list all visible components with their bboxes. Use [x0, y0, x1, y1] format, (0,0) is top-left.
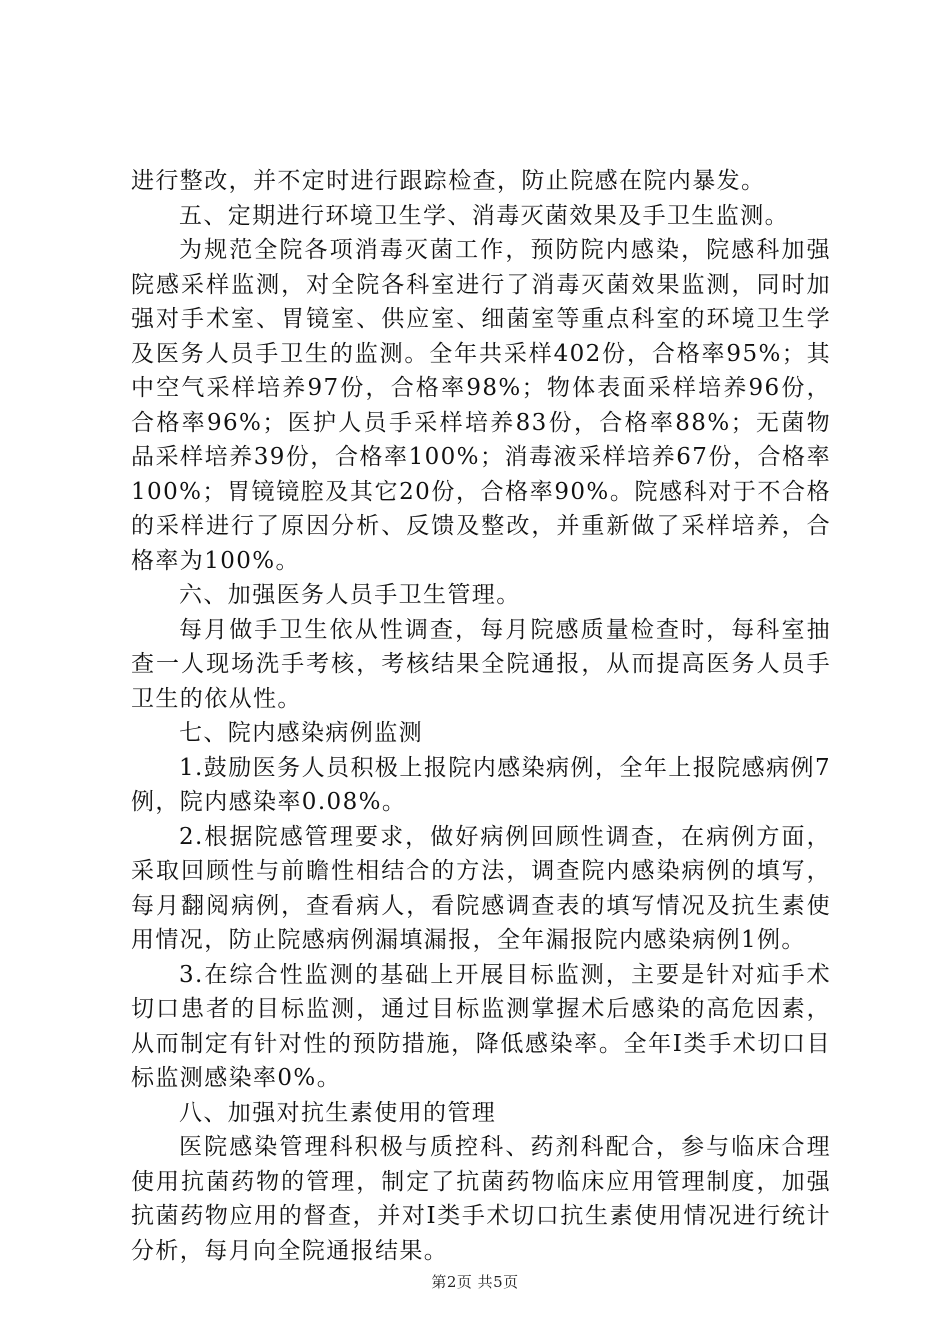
paragraph-antibiotics: 医院感染管理科积极与质控科、药剂科配合，参与临床合理使用抗菌药物的管理，制定了抗菌药物临床应用管理制度，加强抗菌药物应用的督查，并对Ⅰ类手术切口抗生素使用情况进行统计分析，每月向全院通报结果。	[131, 1134, 831, 1264]
section-heading-5: 五、定期进行环境卫生学、消毒灭菌效果及手卫生监测。	[179, 202, 789, 229]
paragraph-sampling-monitoring: 为规范全院各项消毒灭菌工作，预防院内感染，院感科加强院感采样监测，对全院各科室进行了消毒灭菌效果监测，同时加强对手术室、胃镜室、供应室、细菌室等重点科室的环境卫生学及医务人员手卫生的监测。全年共采样402份，合格率95%；其中空气采样培养97份，合格率98%；物体表面采样培养96份，合格率96%；医护人员手采样培养83份，合格率88%；无菌物品采样培养39份，合格率100%；消毒液采样培养67份，合格率100%；胃镜镜腔及其它20份，合格率90%。院感科对于不合格的采样进行了原因分析、反馈及整改，并重新做了采样培养，合格率为100%。	[131, 237, 831, 574]
page-number-footer: 第2页 共5页	[431, 1273, 519, 1291]
paragraph-continuation: 进行整改，并不定时进行跟踪检查，防止院感在院内暴发。	[131, 168, 766, 194]
document-body	[131, 164, 831, 1268]
paragraph-hand-hygiene: 每月做手卫生依从性调查，每月院感质量检查时，每科室抽查一人现场洗手考核，考核结果全院通报，从而提高医务人员手卫生的依从性。	[131, 616, 831, 712]
paragraph-item-2: 2.根据院感管理要求，做好病例回顾性调查，在病例方面，采取回顾性与前瞻性相结合的方法，调查院内感染病例的填写，每月翻阅病例，查看病人，看院感调查表的填写情况及抗生素使用情况，防止院感病例漏填漏报，全年漏报院内感染病例1例。	[131, 823, 831, 953]
section-heading-8: 八、加强对抗生素使用的管理	[179, 1099, 497, 1126]
paragraph-item-3: 3.在综合性监测的基础上开展目标监测，主要是针对疝手术切口患者的目标监测，通过目标监测掌握术后感染的高危因素，从而制定有针对性的预防措施，降低感染率。全年Ⅰ类手术切口目标监测感染率0%。	[131, 961, 831, 1091]
section-heading-6: 六、加强医务人员手卫生管理。	[179, 582, 521, 608]
paragraph-item-1: 1.鼓励医务人员积极上报院内感染病例，全年上报院感病例7例，院内感染率0.08%。	[131, 754, 831, 815]
section-heading-7: 七、院内感染病例监测	[179, 720, 423, 746]
